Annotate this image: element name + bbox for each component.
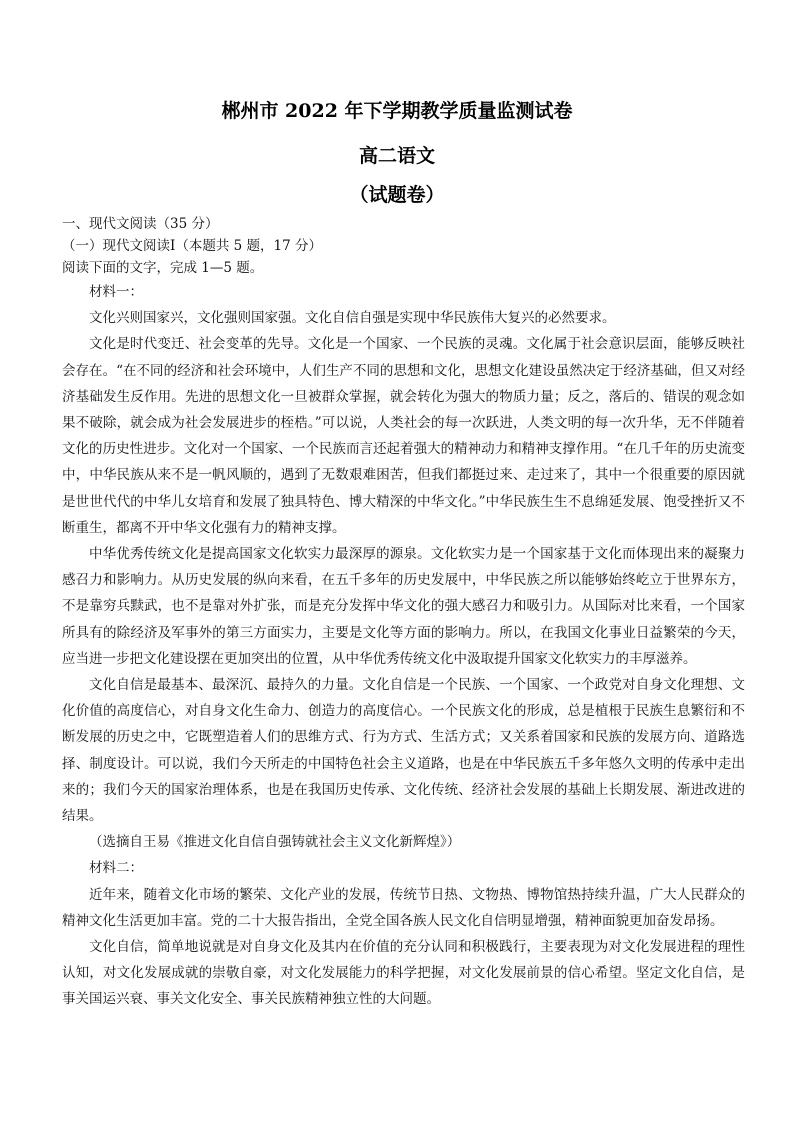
subject-title: 高二语文: [358, 145, 435, 167]
material2-paragraph: 近年来，随着文化市场的繁荣、文化产业的发展，传统节日热、文物热、博物馆热持续升温，广大人民群众的精神文化生活更加丰富。党的二十大报告指出，全党全国各族人民文化自信明显增强，精神面貌更加奋发昂扬。: [62, 886, 745, 929]
material1-citation: （选摘自王易《推进文化自信自强铸就社会主义文化新辉煌》）: [89, 834, 461, 851]
paper-type: （试题卷）: [349, 184, 445, 206]
exam-title: 郴州市 2022 年下学期教学质量监测试卷: [221, 100, 573, 122]
material2-label: 材料二：: [89, 860, 143, 877]
sub-section-heading: （一）现代文阅读Ⅰ（本题共 5 题，17 分）: [62, 238, 322, 254]
section-heading: 一、现代文阅读（35 分）: [62, 216, 219, 232]
material2-paragraph: 文化自信，简单地说就是对自身文化及其内在价值的充分认同和积极践行，主要表现为对文化发展进程的理性认知，对文化发展成就的崇敬自豪，对文化发展能力的科学把握，对文化发展前景的信心希望。坚定文化自信，是事关国运兴衰、事关文化安全、事关民族精神独立性的大问题。: [62, 939, 745, 1008]
material1-paragraph: 文化是时代变迁、社会变革的先导。文化是一个国家、一个民族的灵魂。文化属于社会意识层面，能够反映社会存在。“在不同的经济和社会环境中，人们生产不同的思想和文化，思想文化建设虽然决定于经济基础，但又对经济基础发生反作用。先进的思想文化一旦被群众掌握，就会转化为强大的物质力量；反之，落后的、错误的观念如果不破除，就会成为社会发展进步的桎梏。”可以说，人类社会的每一次跃进，人类文明的每一次升华，无不伴随着文化的历史性进步。文化对一个国家、一个民族而言还起着强大的精神动力和精神支撑作用。“在几千年的历史流变中，中华民族从来不是一帆风顺的，遇到了无数艰难困苦，但我们都挺过来、走过来了，其中一个很重要的原因就是世世代代的中华儿女培育和发展了独具特色、博大精深的中华文化。”中华民族生生不息绵延发展、饱受挫折又不断重生，都离不开中华文化强有力的精神支撑。: [62, 336, 745, 536]
material1-paragraph: 文化自信是最基本、最深沉、最持久的力量。文化自信是一个民族、一个国家、一个政党对自身文化理想、文化价值的高度信心，对自身文化生命力、创造力的高度信心。一个民族文化的形成，总是植根于民族生息繁衍和不断发展的历史之中，它既塑造着人们的思维方式、行为方式、生活方式；又关系着国家和民族的发展方向、道路选择、制度设计。可以说，我们今天所走的中国特色社会主义道路，也是在中华民族五千多年悠久文明的传承中走出来的；我们今天的国家治理体系，也是在我国历史传承、文化传统、经济社会发展的基础上长期发展、渐进改进的结果。: [62, 677, 745, 825]
material1-label: 材料一：: [89, 284, 143, 300]
material1-paragraph: 中华优秀传统文化是提高国家文化软实力最深厚的源泉。文化软实力是一个国家基于文化而体现出来的凝聚力感召力和影响力。从历史发展的纵向来看，在五千多年的历史发展中，中华民族之所以能够始终屹立于世界东方，不是靠穷兵黩武，也不是靠对外扩张，而是充分发挥中华文化的强大感召力和吸引力。从国际对比来看，一个国家所具有的除经济及军事外的第三方面实力，主要是文化等方面的影响力。所以，在我国文化事业日益繁荣的今天，应当进一步把文化建设摆在更加突出的位置，从中华优秀传统文化中汲取提升国家文化软实力的丰厚滋养。: [62, 546, 745, 667]
reading-section: [62, 213, 745, 1013]
material1-paragraph: 文化兴则国家兴，文化强则国家强。文化自信自强是实现中华民族伟大复兴的必然要求。: [89, 310, 616, 327]
instruction: 阅读下面的文字，完成 1—5 题。: [62, 260, 264, 276]
